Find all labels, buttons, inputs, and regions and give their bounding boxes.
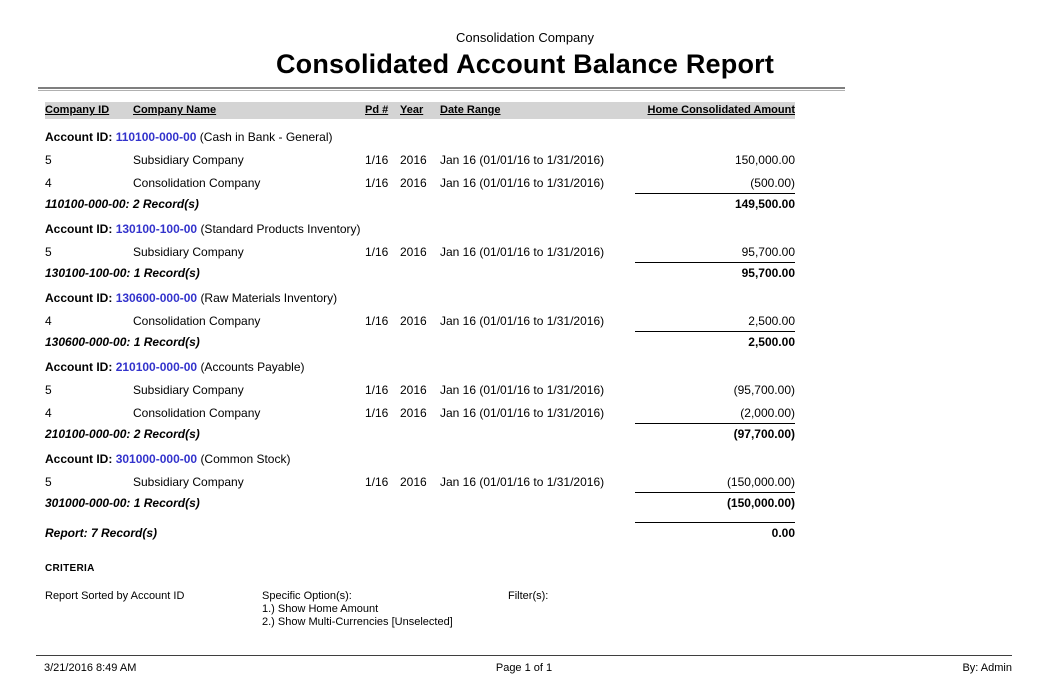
group-summary-row (45, 193, 795, 211)
cell-company-name: Subsidiary Company (133, 475, 244, 489)
cell-period: 1/16 (365, 153, 389, 167)
table-row (45, 245, 795, 259)
cell-company-name: Consolidation Company (133, 406, 261, 420)
cell-date-range: Jan 16 (01/01/16 to 1/31/2016) (440, 245, 605, 259)
criteria-section (45, 563, 745, 629)
account-description: (Cash in Bank - General) (199, 130, 333, 144)
cell-company-id: 5 (45, 153, 52, 167)
cell-period: 1/16 (365, 475, 389, 489)
account-group-header (45, 452, 795, 466)
footer-printed-by: By: Admin (962, 662, 1012, 674)
cell-year: 2016 (400, 153, 427, 167)
footer-page-number: Page 1 of 1 (495, 662, 553, 674)
account-description: (Standard Products Inventory) (200, 222, 361, 236)
cell-year: 2016 (400, 406, 427, 420)
col-header-year: Year (400, 104, 424, 116)
cell-period: 1/16 (365, 245, 389, 259)
account-group (45, 130, 795, 211)
balance-table (45, 102, 795, 540)
cell-amount: (2,000.00) (740, 406, 795, 420)
group-total-amount: 149,500.00 (635, 193, 795, 211)
page-footer (36, 655, 1012, 674)
account-id-link[interactable]: 301000-000-00 (115, 452, 198, 466)
group-record-count: 210100-000-00: 2 Record(s) (45, 427, 200, 441)
account-id-link[interactable]: 110100-000-00 (115, 130, 197, 144)
cell-date-range: Jan 16 (01/01/16 to 1/31/2016) (440, 176, 605, 190)
account-group-header (45, 360, 795, 374)
cell-amount: (95,700.00) (733, 383, 795, 397)
filters-label: Filter(s): (508, 590, 549, 602)
group-total-amount: (150,000.00) (635, 492, 795, 510)
table-row (45, 176, 795, 190)
account-description: (Accounts Payable) (200, 360, 305, 374)
cell-period: 1/16 (365, 176, 389, 190)
criteria-heading: CRITERIA (45, 563, 95, 574)
col-header-date-range: Date Range (440, 104, 501, 116)
cell-amount: (150,000.00) (726, 475, 795, 489)
col-header-period: Pd # (365, 104, 389, 116)
report-record-count: Report: 7 Record(s) (45, 526, 158, 540)
footer-datetime: 3/21/2016 8:49 AM (44, 662, 137, 674)
group-summary-row (45, 262, 795, 280)
group-record-count: 130600-000-00: 1 Record(s) (45, 335, 200, 349)
table-row (45, 383, 795, 397)
account-group-header (45, 291, 795, 305)
account-id-label: Account ID: (45, 222, 113, 236)
table-row (45, 475, 795, 489)
account-id-label: Account ID: (45, 360, 113, 374)
col-header-company-name: Company Name (133, 104, 217, 116)
table-header-row (45, 102, 795, 119)
account-group-header (45, 130, 795, 144)
cell-date-range: Jan 16 (01/01/16 to 1/31/2016) (440, 406, 605, 420)
cell-period: 1/16 (365, 406, 389, 420)
cell-amount: 150,000.00 (734, 153, 795, 167)
cell-period: 1/16 (365, 383, 389, 397)
group-summary-row (45, 331, 795, 349)
report-summary-row (45, 522, 795, 540)
cell-company-id: 5 (45, 245, 52, 259)
account-id-link[interactable]: 130100-100-00 (115, 222, 198, 236)
account-id-link[interactable]: 130600-000-00 (115, 291, 198, 305)
account-group (45, 360, 795, 441)
company-name-header: Consolidation Company (455, 30, 595, 45)
group-summary-row (45, 423, 795, 441)
col-header-company-id: Company ID (45, 104, 110, 116)
account-id-link[interactable]: 210100-000-00 (115, 360, 198, 374)
cell-company-name: Subsidiary Company (133, 383, 244, 397)
cell-company-id: 4 (45, 176, 52, 190)
cell-amount: (500.00) (750, 176, 795, 190)
group-summary-row (45, 492, 795, 510)
cell-amount: 95,700.00 (741, 245, 795, 259)
group-total-amount: 95,700.00 (635, 262, 795, 280)
group-record-count: 110100-000-00: 2 Record(s) (45, 197, 199, 211)
account-group (45, 452, 795, 510)
group-record-count: 301000-000-00: 1 Record(s) (45, 496, 200, 510)
account-group (45, 222, 795, 280)
cell-company-id: 5 (45, 475, 52, 489)
cell-company-id: 4 (45, 406, 52, 420)
cell-year: 2016 (400, 314, 427, 328)
col-header-home-consolidated-amount: Home Consolidated Amount (647, 104, 795, 116)
cell-period: 1/16 (365, 314, 389, 328)
cell-company-name: Subsidiary Company (133, 153, 244, 167)
cell-company-id: 4 (45, 314, 52, 328)
group-total-amount: (97,700.00) (635, 423, 795, 441)
cell-amount: 2,500.00 (748, 314, 795, 328)
cell-year: 2016 (400, 475, 427, 489)
table-row (45, 153, 795, 167)
account-description: (Raw Materials Inventory) (200, 291, 338, 305)
title-divider (38, 87, 845, 91)
specific-options-label: Specific Option(s): (262, 590, 352, 602)
cell-company-name: Consolidation Company (133, 314, 261, 328)
cell-year: 2016 (400, 176, 427, 190)
group-total-amount: 2,500.00 (635, 331, 795, 349)
report-total-amount: 0.00 (635, 522, 795, 540)
specific-option-1: 1.) Show Home Amount (262, 603, 379, 615)
table-row (45, 406, 795, 420)
account-group (45, 291, 795, 349)
account-description: (Common Stock) (200, 452, 291, 466)
account-id-label: Account ID: (45, 452, 113, 466)
account-id-label: Account ID: (45, 291, 113, 305)
account-id-label: Account ID: (45, 130, 113, 144)
group-record-count: 130100-100-00: 1 Record(s) (45, 266, 200, 280)
cell-year: 2016 (400, 383, 427, 397)
cell-date-range: Jan 16 (01/01/16 to 1/31/2016) (440, 383, 605, 397)
criteria-sorted-by: Report Sorted by Account ID (45, 590, 185, 602)
page-title: Consolidated Account Balance Report (275, 49, 775, 79)
cell-date-range: Jan 16 (01/01/16 to 1/31/2016) (440, 475, 605, 489)
table-row (45, 314, 795, 328)
cell-company-name: Consolidation Company (133, 176, 261, 190)
cell-year: 2016 (400, 245, 427, 259)
account-group-header (45, 222, 795, 236)
specific-option-2: 2.) Show Multi-Currencies [Unselected] (262, 616, 453, 628)
cell-company-id: 5 (45, 383, 52, 397)
cell-date-range: Jan 16 (01/01/16 to 1/31/2016) (440, 314, 605, 328)
cell-company-name: Subsidiary Company (133, 245, 244, 259)
cell-date-range: Jan 16 (01/01/16 to 1/31/2016) (440, 153, 605, 167)
